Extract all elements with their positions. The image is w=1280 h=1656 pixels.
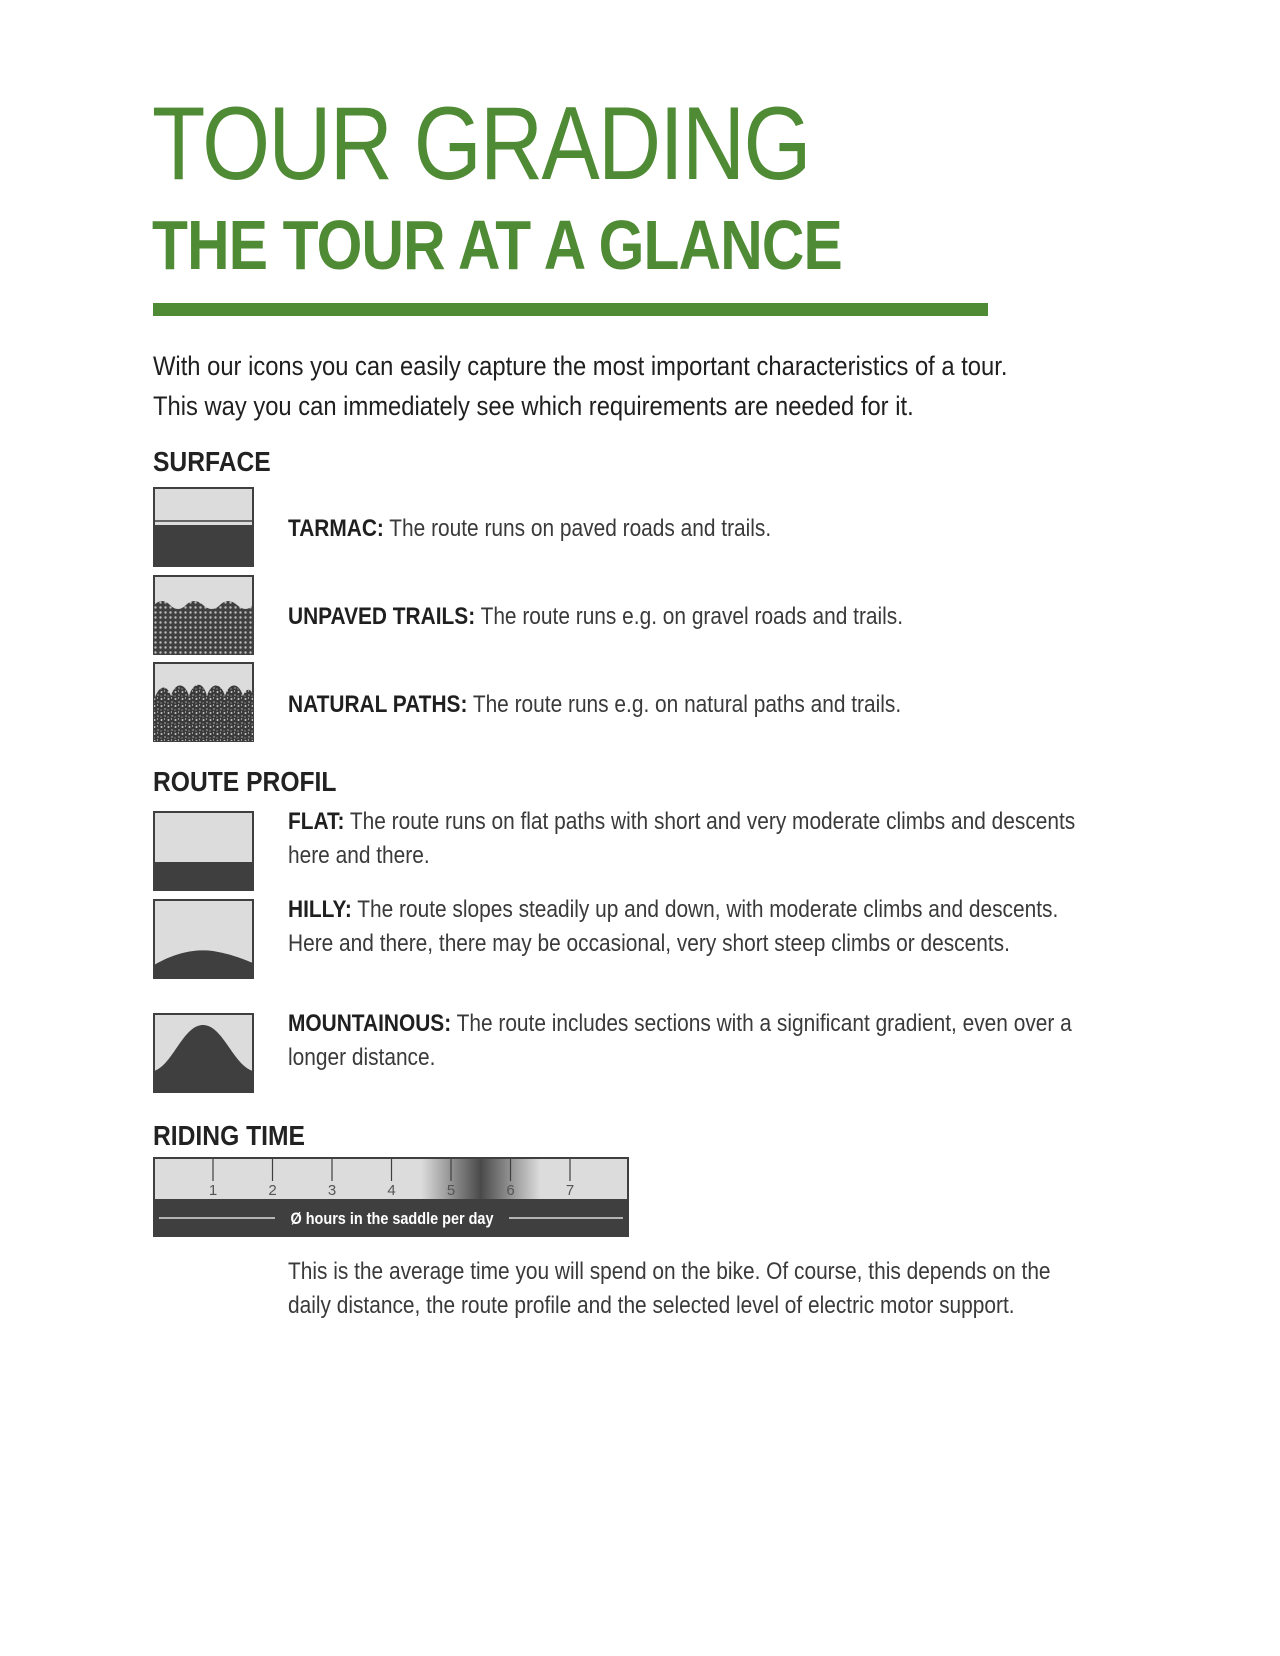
tarmac-text: The route runs on paved roads and trails. [383, 515, 772, 542]
natural-paths-icon [153, 662, 254, 742]
tarmac-label: TARMAC: [288, 515, 384, 542]
flat-profile-icon [153, 811, 254, 891]
mountainous-label: MOUNTAINOUS: [288, 1010, 452, 1037]
intro-line-1: With our icons you can easily capture the most important characteristics of a tour. [153, 351, 1008, 381]
intro-text [153, 346, 1191, 426]
mountainous-text: The route includes sections with a significant gradient, even over a longer distance. [288, 1010, 1072, 1071]
mountainous-profile-icon [153, 1013, 254, 1093]
scale-highlight [421, 1159, 540, 1199]
natural-paths-label: NATURAL PATHS: [288, 691, 468, 718]
flat-label: FLAT: [288, 808, 345, 835]
scale-tick-label-2: 2 [268, 1182, 277, 1199]
natural-paths-text: The route runs e.g. on natural paths and trails. [467, 691, 902, 718]
scale-tick-label-1: 1 [208, 1182, 218, 1199]
mountainous-description [288, 1007, 1088, 1075]
hilly-text: The route slopes steadily up and down, with moderate climbs and descents. Here and there, there may be occasional, very short steep climbs or descents. [288, 896, 1059, 957]
unpaved-trails-text: The route runs e.g. on gravel roads and trails. [475, 603, 904, 630]
intro-line-2: This way you can immediately see which requirements are needed for it. [153, 391, 914, 421]
flat-description [288, 805, 1088, 873]
page-title: TOUR GRADING [152, 86, 810, 202]
page-subtitle: THE TOUR AT A GLANCE [152, 206, 842, 284]
tarmac-icon [153, 487, 254, 567]
unpaved-trails-icon [153, 575, 254, 655]
scale-tick-label-3: 3 [327, 1182, 337, 1199]
natural-paths-description [288, 688, 1088, 722]
scale-tick-label-5: 5 [446, 1182, 456, 1199]
tarmac-description [288, 512, 1088, 546]
scale-caption: Ø hours in the saddle per day [290, 1209, 494, 1229]
riding-time-heading: RIDING TIME [153, 1120, 305, 1151]
unpaved-trails-label: UNPAVED TRAILS: [288, 603, 476, 630]
flat-text: The route runs on flat paths with short and very moderate climbs and descents here and there. [288, 808, 1076, 869]
hilly-description [288, 893, 1088, 961]
scale-tick-label-6: 6 [506, 1182, 515, 1199]
scale-tick-label-4: 4 [387, 1182, 396, 1199]
scale-tick-label-7: 7 [565, 1182, 575, 1199]
unpaved-trails-description [288, 600, 1088, 634]
riding-time-description: This is the average time you will spend on the bike. Of course, this depends on the daily distance, the route profile and the selected level of electric motor support. [288, 1258, 1051, 1319]
hilly-label: HILLY: [288, 896, 352, 923]
hilly-profile-icon [153, 899, 254, 979]
route-profile-heading: ROUTE PROFIL [153, 766, 337, 797]
riding-time-scale [153, 1157, 629, 1237]
surface-heading: SURFACE [153, 446, 271, 477]
title-divider [153, 303, 988, 316]
